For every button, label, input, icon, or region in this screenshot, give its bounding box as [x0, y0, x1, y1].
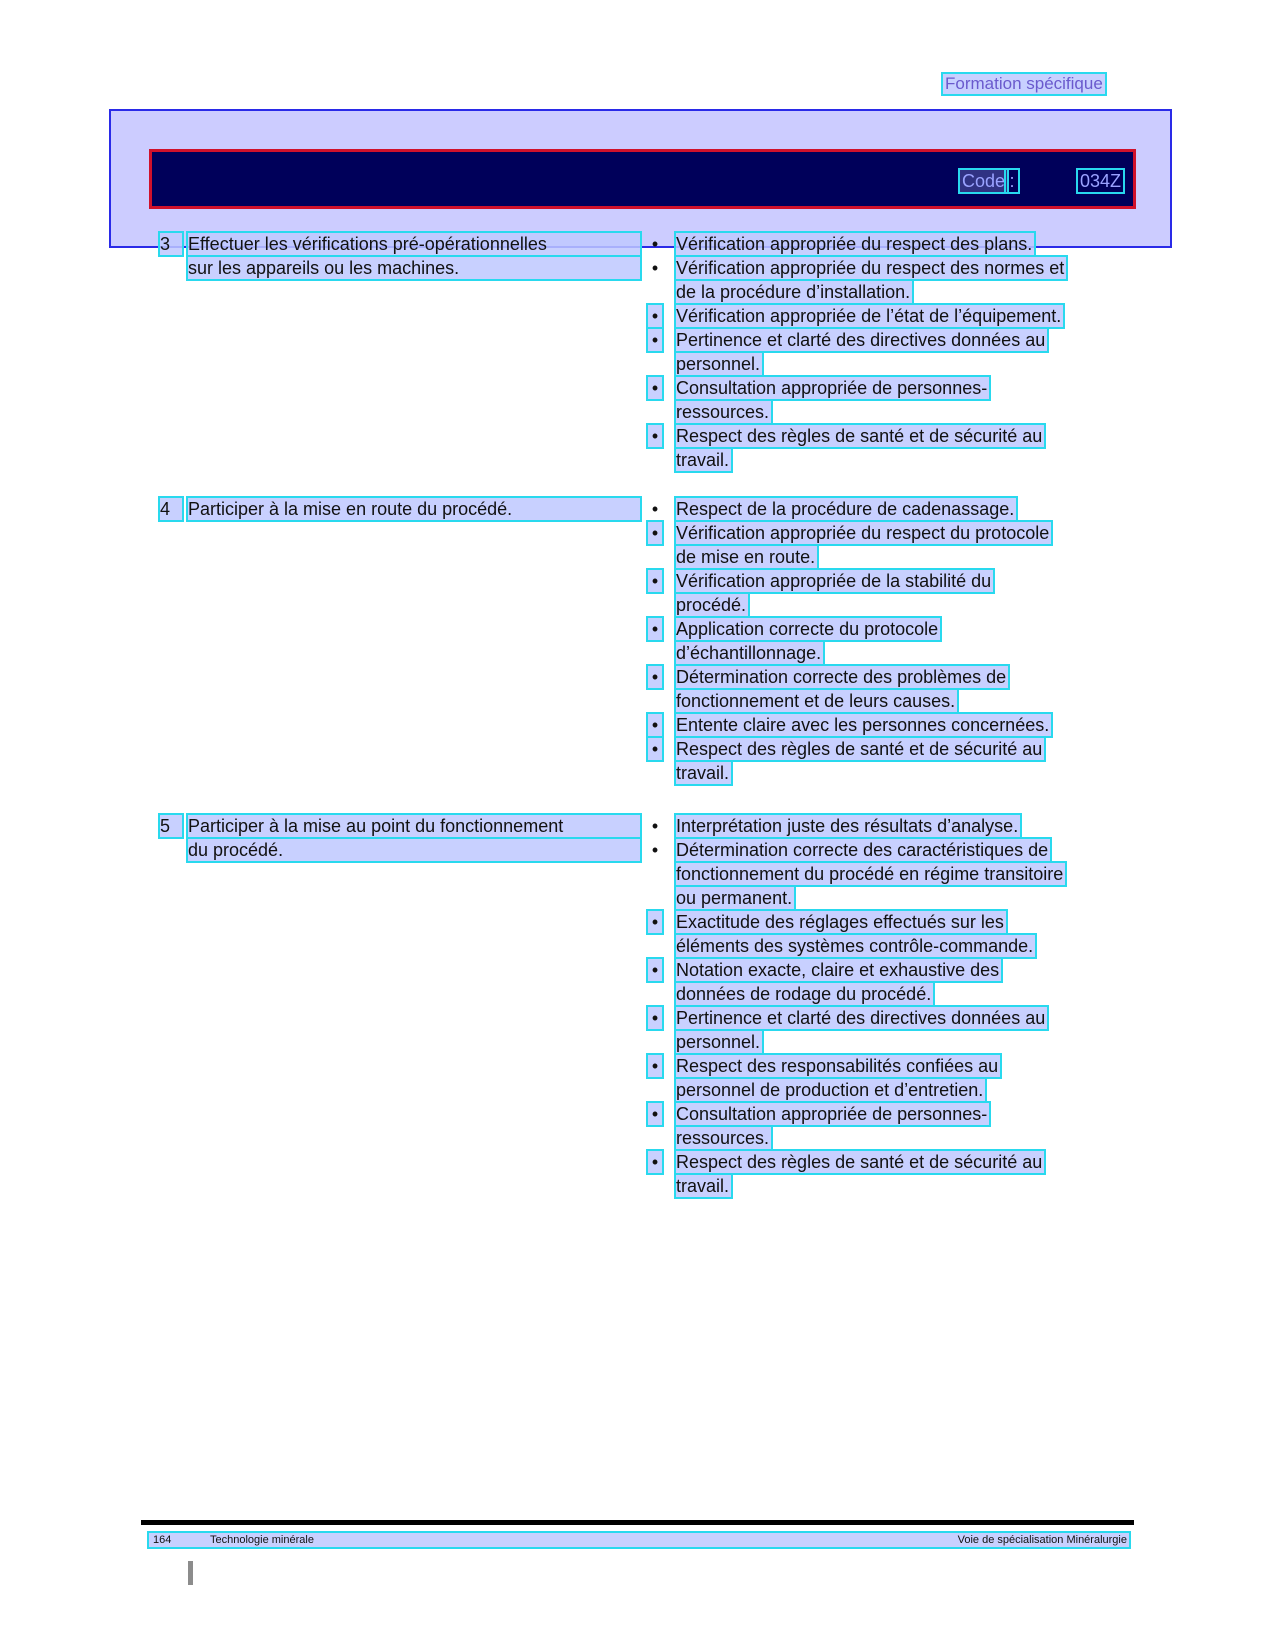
bullet-icon: • [648, 666, 662, 688]
criterion-text: travail. [676, 763, 730, 783]
criterion-text: Entente claire avec les personnes concernées. [676, 715, 1050, 735]
criterion-text: fonctionnement et de leurs causes. [676, 691, 956, 711]
element-number: 5 [160, 815, 182, 837]
criterion-text: Détermination correcte des problèmes de [676, 667, 1007, 687]
element-text: Effectuer les vérifications pré-opérationnelles [188, 233, 640, 255]
bullet-icon: • [648, 1007, 662, 1029]
code-label: Code [962, 171, 1006, 191]
criterion-text: Détermination correcte des caractéristiques de [676, 840, 1049, 860]
criterion-text: de la procédure d’installation. [676, 282, 911, 302]
bullet-icon: • [648, 522, 662, 544]
code-separator: : [1006, 170, 1018, 192]
criterion-text: personnel. [676, 1032, 761, 1052]
criterion-text: fonctionnement du procédé en régime transitoire [676, 864, 1064, 884]
bullet-icon: • [648, 911, 662, 933]
footer-path-title: Voie de spécialisation Minéralurgie [957, 1534, 1127, 1546]
margin-bar [188, 1561, 193, 1585]
criterion-text: ou permanent. [676, 888, 793, 908]
criterion-text: Interprétation juste des résultats d’analyse. [676, 816, 1019, 836]
bullet-icon: • [648, 618, 662, 640]
bullet-icon: • [648, 329, 662, 351]
criterion-text: Vérification appropriée de la stabilité du [676, 571, 992, 591]
footer-rule [141, 1520, 1134, 1525]
footer-book-title: Technologie minérale [210, 1534, 314, 1546]
element-text: Participer à la mise en route du procédé. [188, 498, 640, 520]
criterion-text: Respect des règles de santé et de sécurité au [676, 426, 1043, 446]
criterion-text: travail. [676, 450, 730, 470]
criterion-text: Respect des règles de santé et de sécurité au [676, 739, 1043, 759]
criterion-text: procédé. [676, 595, 747, 615]
bullet-icon: • [651, 258, 659, 278]
criterion-text: Respect des responsabilités confiées au [676, 1056, 999, 1076]
bullet-icon: • [648, 305, 662, 327]
criterion-text: Vérification appropriée du respect des plans. [676, 234, 1033, 254]
element-number: 4 [160, 498, 182, 520]
bullet-icon: • [648, 1151, 662, 1173]
criterion-text: Respect des règles de santé et de sécurité au [676, 1152, 1043, 1172]
criterion-text: Vérification appropriée du respect du protocole [676, 523, 1050, 543]
bullet-icon: • [648, 570, 662, 592]
criterion-text: Consultation appropriée de personnes- [676, 1104, 988, 1124]
criterion-text: Consultation appropriée de personnes- [676, 378, 988, 398]
footer [149, 1533, 1129, 1547]
bullet-icon: • [648, 714, 662, 736]
criterion-text: ressources. [676, 402, 770, 422]
bullet-icon: • [651, 816, 659, 836]
element-text: du procédé. [188, 839, 640, 861]
criterion-text: travail. [676, 1176, 730, 1196]
criterion-text: éléments des systèmes contrôle-commande. [676, 936, 1034, 956]
criterion-text: Pertinence et clarté des directives données au [676, 1008, 1046, 1028]
bullet-icon: • [651, 234, 659, 254]
bullet-icon: • [651, 499, 659, 519]
criterion-text: Application correcte du protocole [676, 619, 939, 639]
criterion-text: données de rodage du procédé. [676, 984, 932, 1004]
criterion-text: personnel de production et d’entretien. [676, 1080, 984, 1100]
criterion-text: Vérification appropriée du respect des normes et [676, 258, 1065, 278]
bullet-icon: • [648, 425, 662, 447]
criterion-text: de mise en route. [676, 547, 816, 567]
criterion-text: Pertinence et clarté des directives données au [676, 330, 1046, 350]
bullet-icon: • [648, 959, 662, 981]
element-text: sur les appareils ou les machines. [188, 257, 640, 279]
criterion-text: d’échantillonnage. [676, 643, 822, 663]
criterion-text: ressources. [676, 1128, 770, 1148]
bullet-icon: • [648, 377, 662, 399]
bullet-icon: • [648, 1103, 662, 1125]
criterion-text: Vérification appropriée de l’état de l’équipement. [676, 306, 1062, 326]
footer-page-number: 164 [153, 1534, 172, 1546]
criterion-text: Notation exacte, claire et exhaustive des [676, 960, 1000, 980]
code-value: 034Z [1080, 171, 1122, 191]
bullet-icon: • [648, 1055, 662, 1077]
bullet-icon: • [651, 840, 659, 860]
running-header: Formation spécifique [945, 74, 1103, 93]
bullet-icon: • [648, 738, 662, 760]
criterion-text: personnel. [676, 354, 761, 374]
element-number: 3 [160, 233, 182, 255]
element-text: Participer à la mise au point du fonctionnement [188, 815, 640, 837]
criterion-text: Exactitude des réglages effectués sur les [676, 912, 1004, 932]
criterion-text: Respect de la procédure de cadenassage. [676, 499, 1015, 519]
